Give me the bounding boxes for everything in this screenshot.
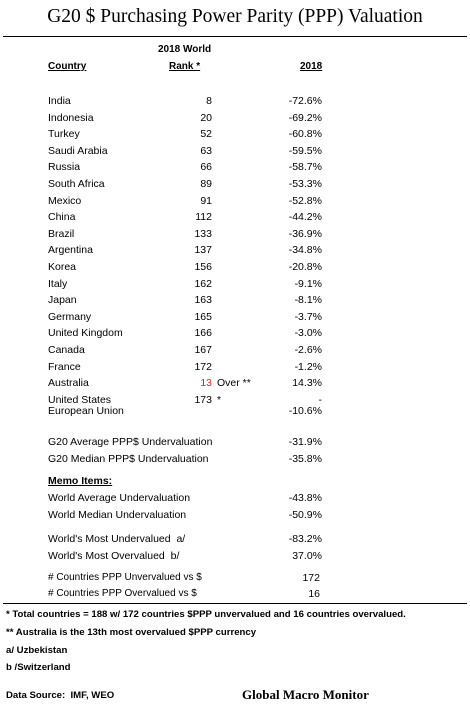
country-name: Korea — [48, 261, 77, 273]
most-undervalued-label: World's Most Undervalued a/ — [48, 533, 186, 545]
rank-header-line1: 2018 World — [158, 44, 212, 55]
page-title: G20 $ Purchasing Power Parity (PPP) Valuation — [47, 6, 423, 27]
footnote-total: * Total countries = 188 w/ 172 countries $PPP unvervalued and 16 countries overvalued. — [6, 609, 406, 620]
world-rank: 156 — [194, 261, 212, 273]
country-name: China — [48, 211, 76, 224]
most-overvalued-label: World's Most Overvalued b/ — [48, 550, 180, 562]
valuation-2018: -36.9% — [288, 227, 322, 240]
country-name: Germany — [48, 310, 92, 323]
valuation-2018: -1.2% — [294, 360, 322, 373]
world-rank: 13 — [200, 377, 212, 390]
country-name: Argentina — [48, 244, 93, 257]
world-rank: 165 — [194, 310, 212, 323]
valuation-2018: -53.3% — [288, 178, 322, 190]
valuation-2018: -58.7% — [288, 161, 322, 174]
country-name: Italy — [48, 277, 68, 290]
world-rank: 89 — [200, 178, 212, 190]
world-rank: 167 — [194, 344, 212, 356]
valuation-2018: -60.8% — [288, 128, 322, 141]
world-median-value: -50.9% — [288, 509, 322, 521]
valuation-2018: 14.3% — [292, 377, 322, 390]
g20-median-label: G20 Median PPP$ Undervaluation — [48, 453, 209, 465]
country-name: Australia — [48, 377, 89, 390]
title-rule — [3, 36, 467, 37]
country-name: United States — [48, 393, 112, 406]
valuation-2018: -52.8% — [288, 194, 322, 207]
year-header — [300, 61, 322, 72]
rank-note: * — [217, 393, 222, 406]
world-rank: 66 — [200, 161, 212, 174]
world-rank: 166 — [194, 327, 212, 340]
valuation-2018: -2.6% — [294, 344, 322, 356]
data-source: Data Source: IMF, WEO — [6, 690, 115, 701]
rank-header-label: Rank * — [169, 61, 201, 72]
footnote-australia: ** Australia is the 13th most overvalued $PPP currency — [6, 627, 257, 638]
world-rank: 91 — [200, 194, 212, 207]
world-rank: 137 — [194, 244, 212, 257]
world-rank: 63 — [200, 144, 212, 157]
valuation-2018: -9.1% — [294, 277, 322, 290]
country-name: Mexico — [48, 194, 82, 207]
eu-label: European Union — [48, 405, 124, 417]
world-average-value: -43.8% — [288, 492, 322, 504]
country-name: France — [48, 360, 81, 373]
brand-name: Global Macro Monitor — [242, 687, 369, 702]
valuation-2018: -72.6% — [288, 95, 322, 107]
world-rank: 163 — [194, 294, 212, 307]
valuation-2018: -3.0% — [294, 327, 322, 340]
count-undervalued-value: 172 — [302, 572, 320, 584]
country-name: Saudi Arabia — [48, 144, 108, 157]
rank-header-line2 — [158, 61, 200, 72]
rank-note: Over ** — [217, 377, 251, 390]
footnote-b: b /Switzerland — [6, 662, 71, 673]
country-name: Brazil — [48, 227, 75, 240]
footnote-a: a/ Uzbekistan — [6, 645, 68, 656]
world-rank: 162 — [194, 277, 212, 290]
count-overvalued-value: 16 — [308, 588, 320, 600]
valuation-2018: -44.2% — [288, 211, 322, 224]
world-rank: 172 — [194, 360, 212, 373]
country-name: United Kingdom — [48, 327, 123, 340]
world-average-label: World Average Undervaluation — [48, 492, 191, 504]
world-rank: 173 — [194, 393, 212, 406]
world-rank: 20 — [200, 111, 212, 124]
year-header-label: 2018 — [300, 61, 323, 72]
valuation-2018: -69.2% — [288, 111, 322, 124]
world-rank: 112 — [195, 211, 212, 224]
valuation-2018: - — [318, 393, 322, 406]
valuation-2018: -59.5% — [288, 144, 322, 157]
count-overvalued-label: # Countries PPP Overvalued vs $ — [48, 588, 197, 599]
valuation-2018: -34.8% — [288, 244, 322, 257]
country-header — [48, 61, 86, 72]
memo-heading: Memo Items: — [48, 475, 113, 487]
country-name: Russia — [48, 161, 81, 174]
country-name: South Africa — [48, 178, 105, 190]
count-undervalued-label: # Countries PPP Unvervalued vs $ — [48, 572, 202, 583]
g20-average-value: -31.9% — [288, 436, 322, 448]
country-name: Indonesia — [48, 111, 94, 124]
country-name: Turkey — [48, 128, 80, 141]
country-name: India — [48, 95, 71, 107]
g20-average-label: G20 Average PPP$ Undervaluation — [48, 436, 213, 448]
world-rank: 52 — [200, 128, 212, 141]
world-rank: 8 — [206, 95, 212, 107]
eu-value: -10.6% — [288, 405, 322, 417]
most-undervalued-value: -83.2% — [288, 533, 322, 545]
footnote-rule — [3, 603, 467, 604]
country-header-label: Country — [48, 61, 87, 72]
country-name: Japan — [48, 294, 77, 307]
g20-median-value: -35.8% — [288, 453, 322, 465]
world-rank: 133 — [194, 227, 212, 240]
valuation-2018: -20.8% — [288, 261, 322, 273]
country-name: Canada — [48, 344, 85, 356]
world-median-label: World Median Undervaluation — [48, 509, 187, 521]
valuation-2018: -8.1% — [294, 294, 322, 307]
valuation-2018: -3.7% — [294, 310, 322, 323]
most-overvalued-value: 37.0% — [292, 550, 322, 562]
